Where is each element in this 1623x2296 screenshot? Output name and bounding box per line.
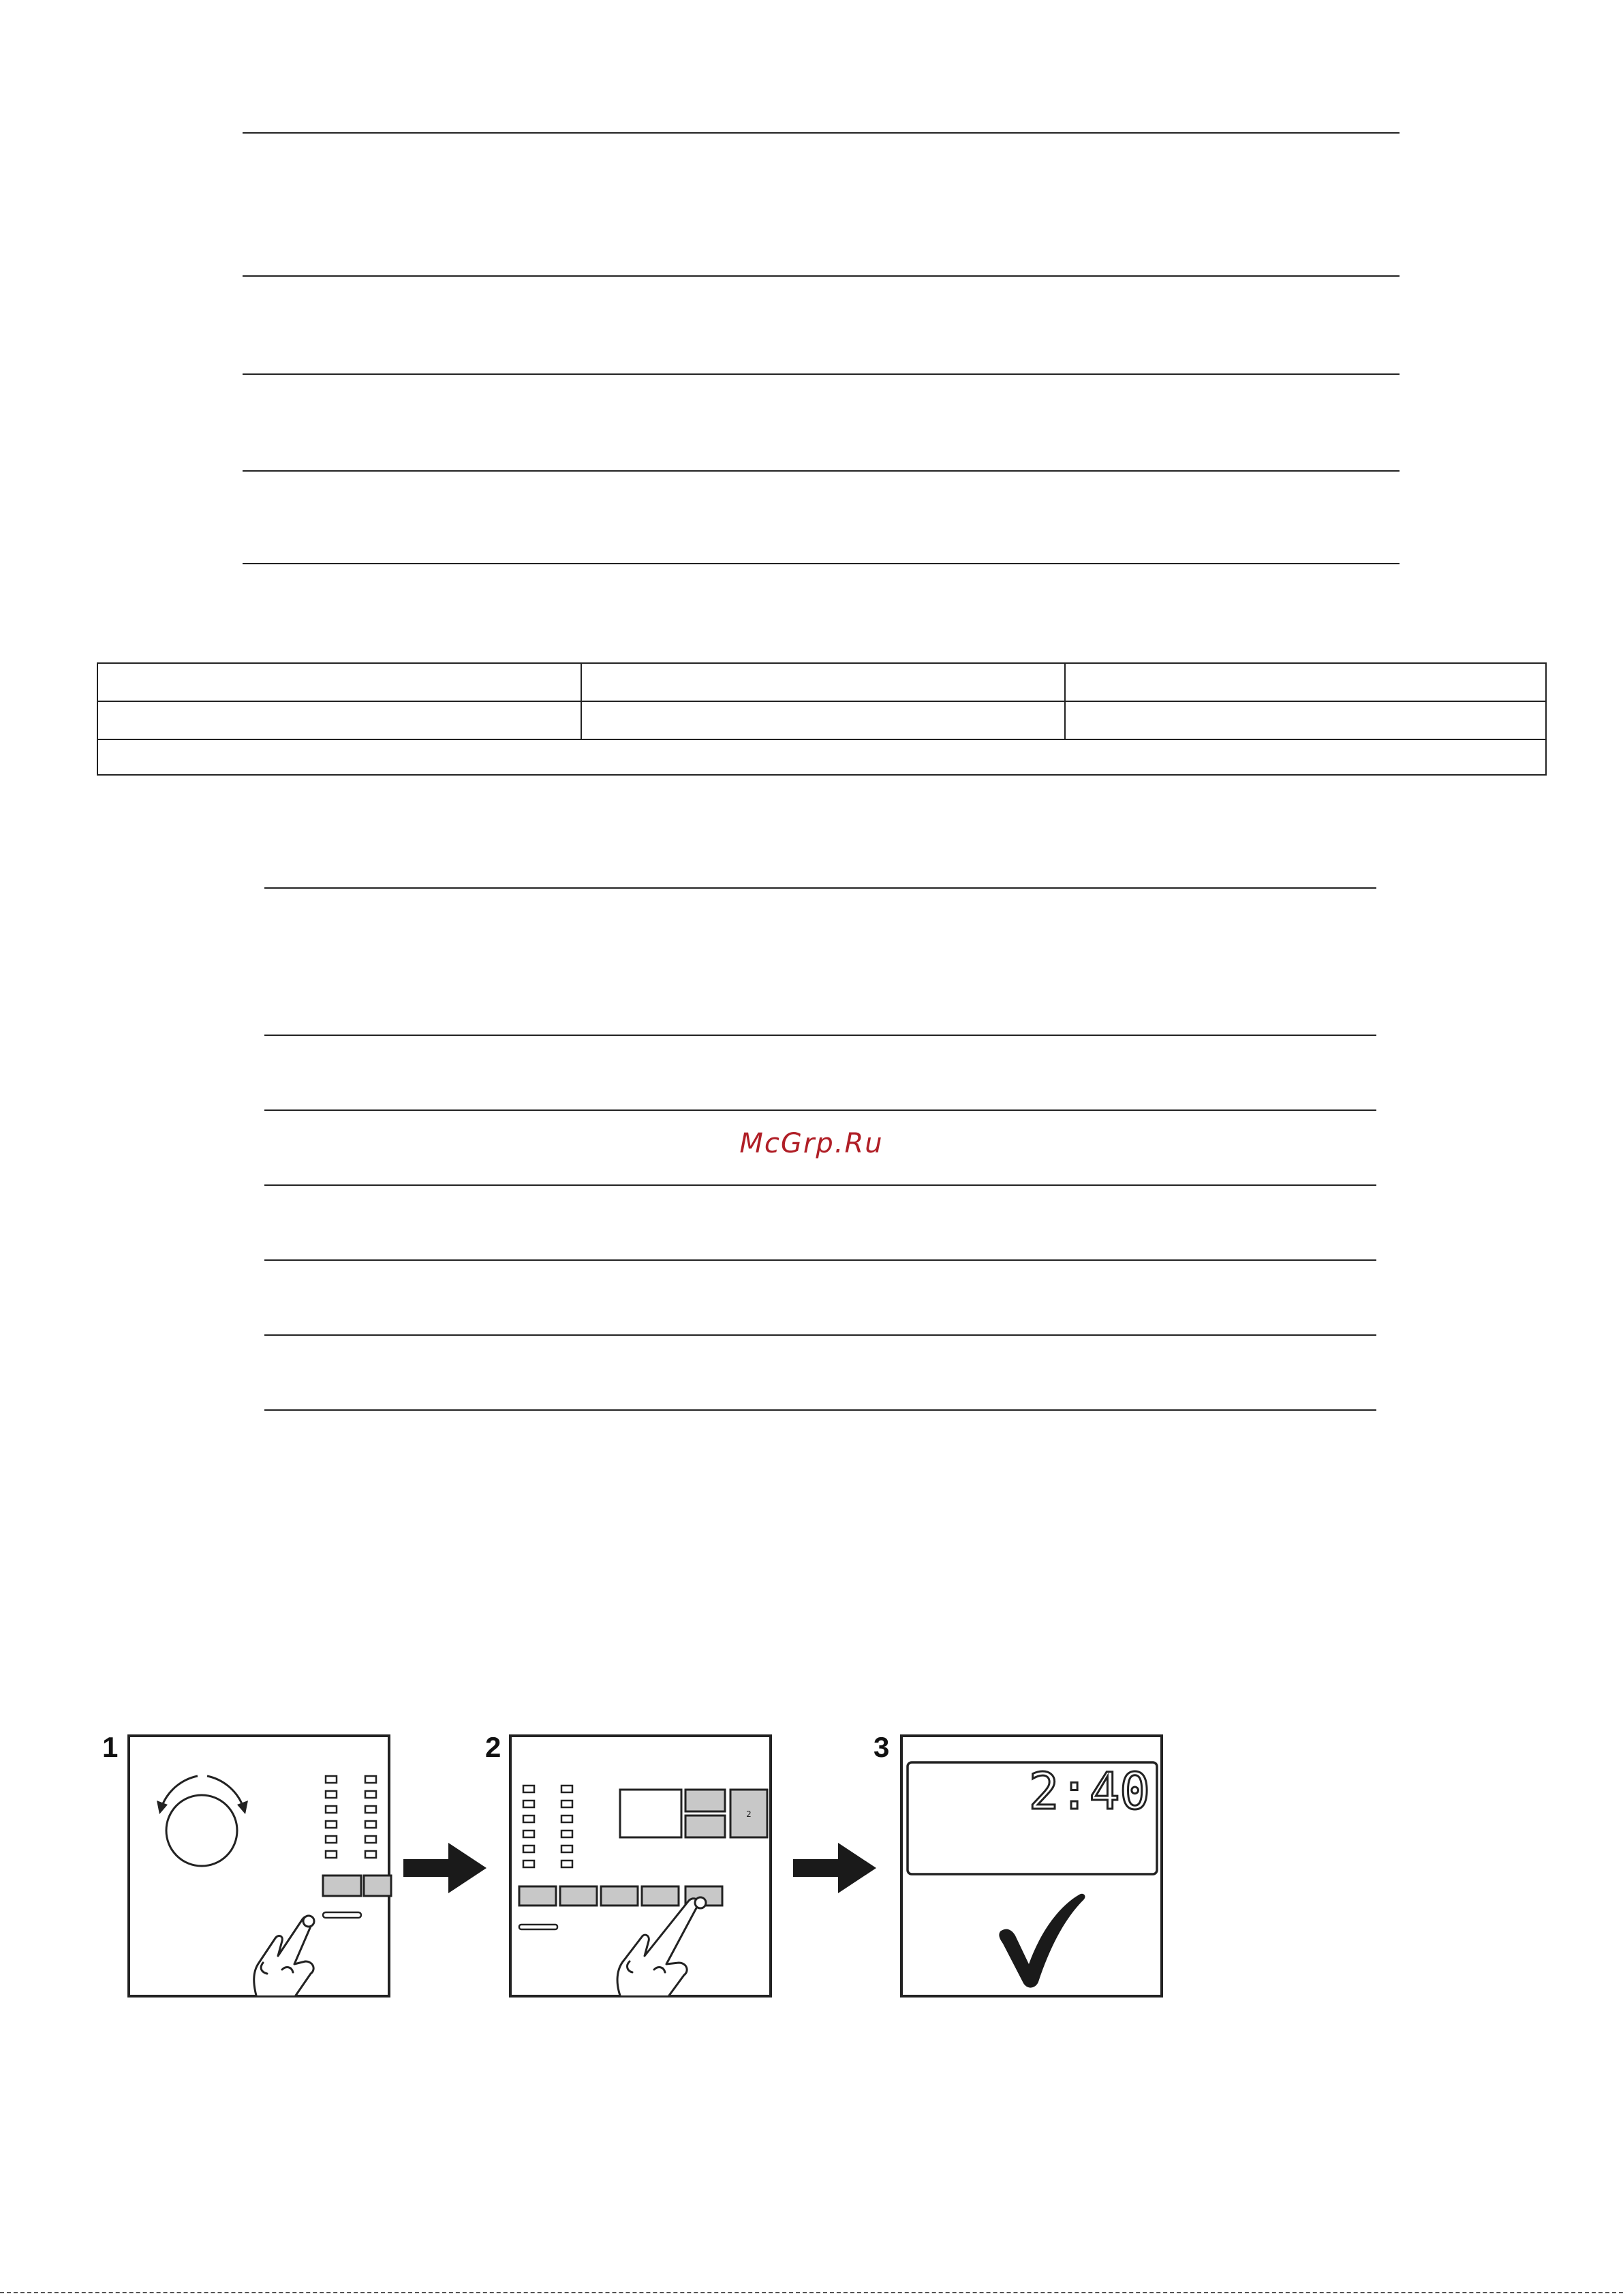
separator-line-4 [243, 470, 1400, 472]
table-cell [581, 701, 1065, 739]
page-bottom-rule [0, 2292, 1623, 2293]
separator-line-1 [243, 132, 1400, 134]
step-number-2: 2 [485, 1731, 501, 1763]
separator-line-7 [264, 1035, 1376, 1036]
table-cell [1065, 701, 1546, 739]
separator-line-12 [264, 1409, 1376, 1411]
step-number-1: 1 [102, 1731, 119, 1763]
separator-line-10 [264, 1259, 1376, 1261]
step-number-3: 3 [874, 1731, 890, 1763]
table-cell [1065, 663, 1546, 701]
separator-line-6 [264, 887, 1376, 889]
button-label: 2 [746, 1809, 752, 1819]
table-cell [97, 739, 1546, 775]
table-cell [97, 663, 581, 701]
separator-line-2 [243, 275, 1400, 277]
empty-table [97, 662, 1547, 776]
display-confirm-icon [899, 1734, 1165, 2001]
separator-line-9 [264, 1184, 1376, 1186]
dial-turn-and-press-icon [127, 1734, 392, 2001]
arrow-right-icon [403, 1843, 488, 1893]
arrow-right-icon [793, 1843, 878, 1893]
separator-line-11 [264, 1334, 1376, 1336]
button-press-icon [508, 1734, 774, 2001]
time-display: 2:40 [1028, 1762, 1150, 1821]
table-cell [581, 663, 1065, 701]
separator-line-8 [264, 1109, 1376, 1111]
separator-line-5 [243, 563, 1400, 564]
table-cell [97, 701, 581, 739]
watermark-text: McGrp.Ru [739, 1128, 884, 1159]
separator-line-3 [243, 373, 1400, 375]
